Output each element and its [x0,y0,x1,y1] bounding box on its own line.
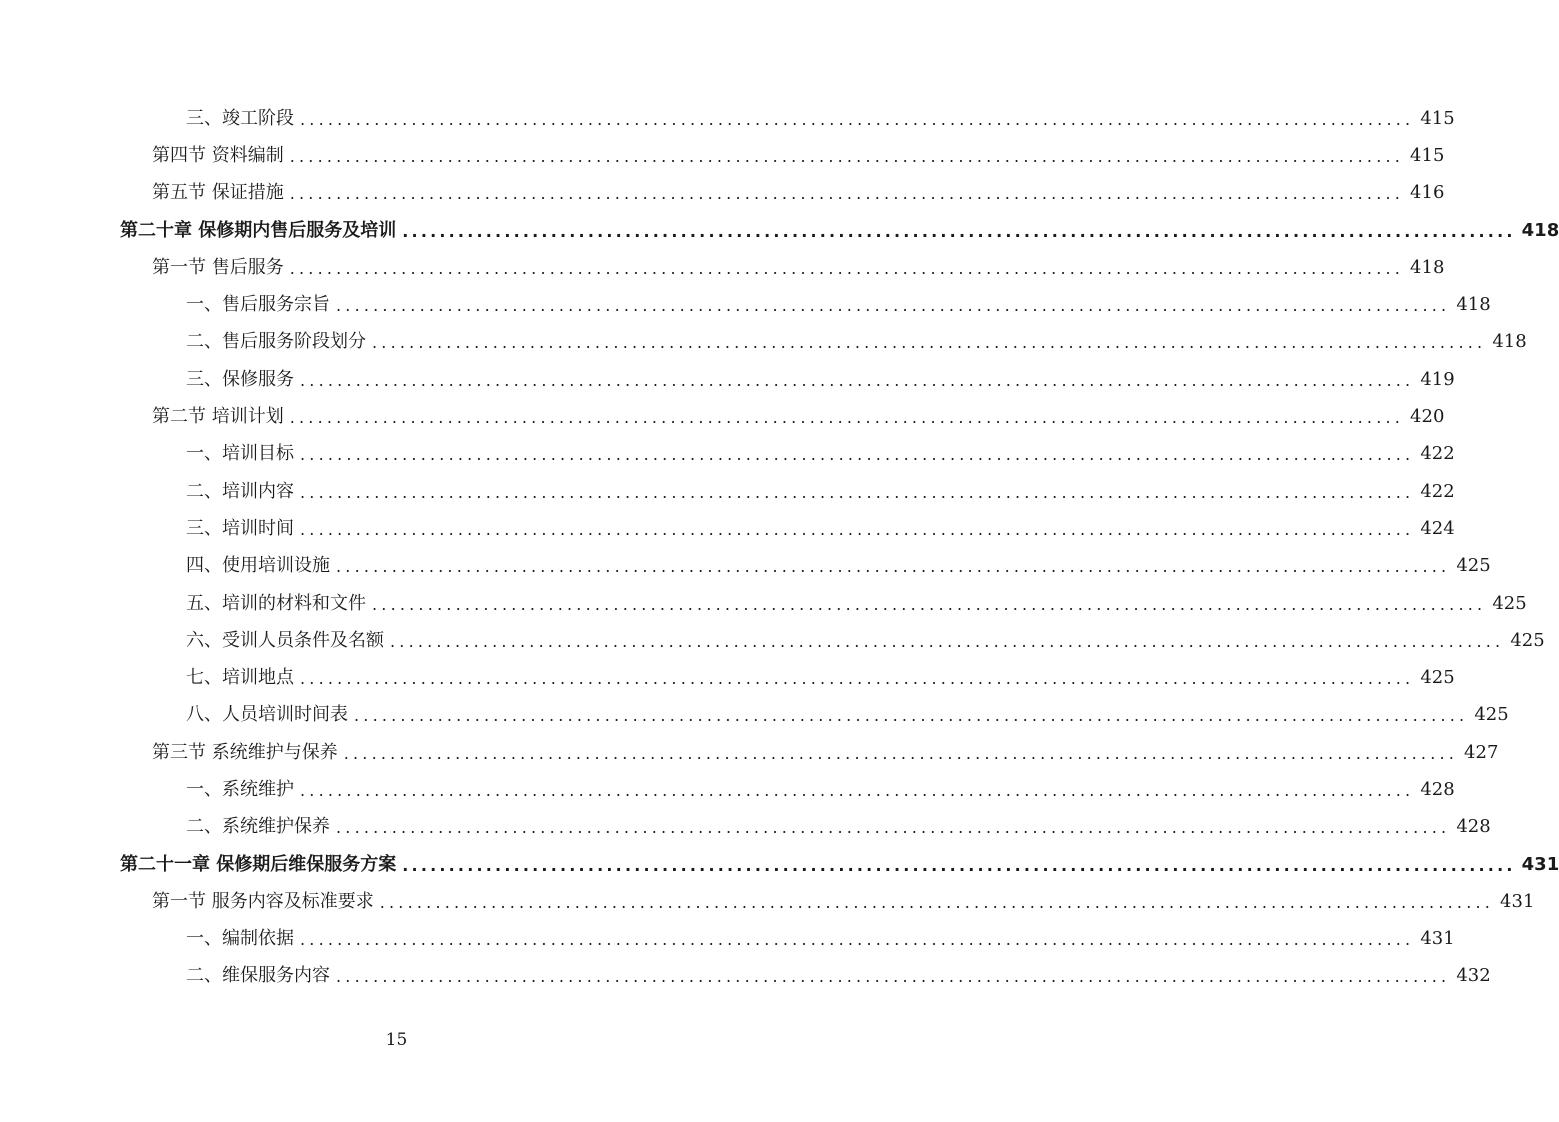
toc-entry-label: 三、培训时间 [186,517,294,539]
toc-entry[interactable] [0,585,1527,622]
toc-entry-label: 二、系统维护保养 [186,816,330,838]
toc-entry-page: 422 [1420,480,1455,502]
toc-entry-page: 418 [1521,219,1559,241]
toc-entry[interactable] [0,398,1445,435]
toc-entry-label: 四、使用培训设施 [186,555,330,577]
leader-dots: ........................................................................................................................ [336,818,1451,838]
toc-entry-page: 427 [1464,741,1499,763]
toc-entry-label: 第一节 售后服务 [152,256,284,278]
toc-entry[interactable] [0,473,1455,510]
leader-dots: ........................................................................................................................ [402,221,1516,241]
toc-entry[interactable] [0,548,1491,585]
toc-entry[interactable] [0,436,1455,473]
toc-entry-label: 三、保修服务 [186,368,294,390]
toc-chapter-entry[interactable] [0,846,1559,883]
leader-dots: ........................................................................................................................ [289,184,1405,204]
toc-entry[interactable] [0,809,1491,846]
toc-entry[interactable] [0,622,1545,659]
leader-dots: ........................................................................................................................ [402,855,1516,875]
toc-entry-page: 425 [1474,704,1509,726]
leader-dots: ........................................................................................................................ [336,557,1451,577]
leader-dots: ........................................................................................................................ [300,109,1415,129]
toc-entry-page: 418 [1492,331,1527,353]
toc-entry-label: 二、售后服务阶段划分 [186,331,366,353]
leader-dots: ........................................................................................................................ [372,333,1487,353]
leader-dots: ........................................................................................................................ [379,892,1495,912]
toc-entry-page: 425 [1456,555,1491,577]
toc-entry-label: 第二十章 保修期内售后服务及培训 [120,219,397,241]
toc-entry-page: 419 [1420,368,1455,390]
toc-entry-page: 431 [1500,890,1535,912]
toc-entry-label: 六、受训人员条件及名额 [186,629,384,651]
leader-dots: ........................................................................................................................ [343,743,1459,763]
toc-entry-label: 第二十一章 保修期后维保服务方案 [120,853,397,875]
toc-entry-page: 415 [1410,144,1445,166]
leader-dots: ........................................................................................................................ [289,146,1405,166]
table-of-contents [0,100,1559,995]
toc-entry-page: 418 [1456,294,1491,316]
toc-entry[interactable] [0,771,1455,808]
toc-entry[interactable] [0,249,1445,286]
toc-entry-label: 七、培训地点 [186,667,294,689]
toc-entry-page: 432 [1456,965,1491,987]
leader-dots: ........................................................................................................................ [289,408,1405,428]
leader-dots: ........................................................................................................................ [300,482,1415,502]
toc-entry-label: 一、培训目标 [186,443,294,465]
leader-dots: ........................................................................................................................ [372,594,1487,614]
toc-entry-label: 一、编制依据 [186,928,294,950]
toc-entry-label: 第二节 培训计划 [152,406,284,428]
leader-dots: ........................................................................................................................ [336,296,1451,316]
toc-entry-page: 428 [1420,778,1455,800]
toc-entry-page: 416 [1410,182,1445,204]
toc-entry-label: 第一节 服务内容及标准要求 [152,890,374,912]
toc-entry-page: 431 [1420,928,1455,950]
toc-entry-label: 三、竣工阶段 [186,107,294,129]
leader-dots: ........................................................................................................................ [336,967,1451,987]
toc-entry[interactable] [0,324,1527,361]
toc-entry-label: 一、系统维护 [186,778,294,800]
leader-dots: ........................................................................................................................ [300,669,1415,689]
toc-entry-label: 八、人员培训时间表 [186,704,348,726]
toc-entry-label: 二、维保服务内容 [186,965,330,987]
toc-entry-label: 二、培训内容 [186,480,294,502]
toc-entry-page: 420 [1410,406,1445,428]
toc-entry[interactable] [0,100,1455,137]
toc-entry[interactable] [0,958,1491,995]
toc-entry[interactable] [0,883,1535,920]
toc-entry-page: 425 [1510,629,1545,651]
toc-entry[interactable] [0,137,1445,174]
toc-entry[interactable] [0,510,1455,547]
page-number: 15 [385,1030,408,1050]
leader-dots: ........................................................................................................................ [300,930,1415,950]
toc-chapter-entry[interactable] [0,212,1559,249]
toc-entry[interactable] [0,659,1455,696]
toc-entry[interactable] [0,361,1455,398]
toc-entry[interactable] [0,286,1491,323]
toc-entry-page: 418 [1410,256,1445,278]
toc-entry-page: 422 [1420,443,1455,465]
leader-dots: ........................................................................................................................ [289,258,1405,278]
toc-entry-label: 第四节 资料编制 [152,144,284,166]
leader-dots: ........................................................................................................................ [300,780,1415,800]
toc-entry-page: 424 [1420,517,1455,539]
toc-entry-page: 431 [1521,853,1559,875]
toc-entry-label: 五、培训的材料和文件 [186,592,366,614]
toc-entry-page: 428 [1456,816,1491,838]
toc-entry[interactable] [0,697,1509,734]
toc-entry[interactable] [0,921,1455,958]
leader-dots: ........................................................................................................................ [390,631,1505,651]
toc-entry-page: 415 [1420,107,1455,129]
toc-entry-label: 一、售后服务宗旨 [186,294,330,316]
leader-dots: ........................................................................................................................ [300,445,1415,465]
toc-entry-page: 425 [1492,592,1527,614]
toc-entry-label: 第五节 保证措施 [152,182,284,204]
leader-dots: ........................................................................................................................ [300,370,1415,390]
leader-dots: ........................................................................................................................ [300,519,1415,539]
toc-entry-page: 425 [1420,667,1455,689]
toc-entry[interactable] [0,734,1499,771]
toc-entry[interactable] [0,175,1445,212]
toc-entry-label: 第三节 系统维护与保养 [152,741,338,763]
leader-dots: ........................................................................................................................ [354,706,1469,726]
